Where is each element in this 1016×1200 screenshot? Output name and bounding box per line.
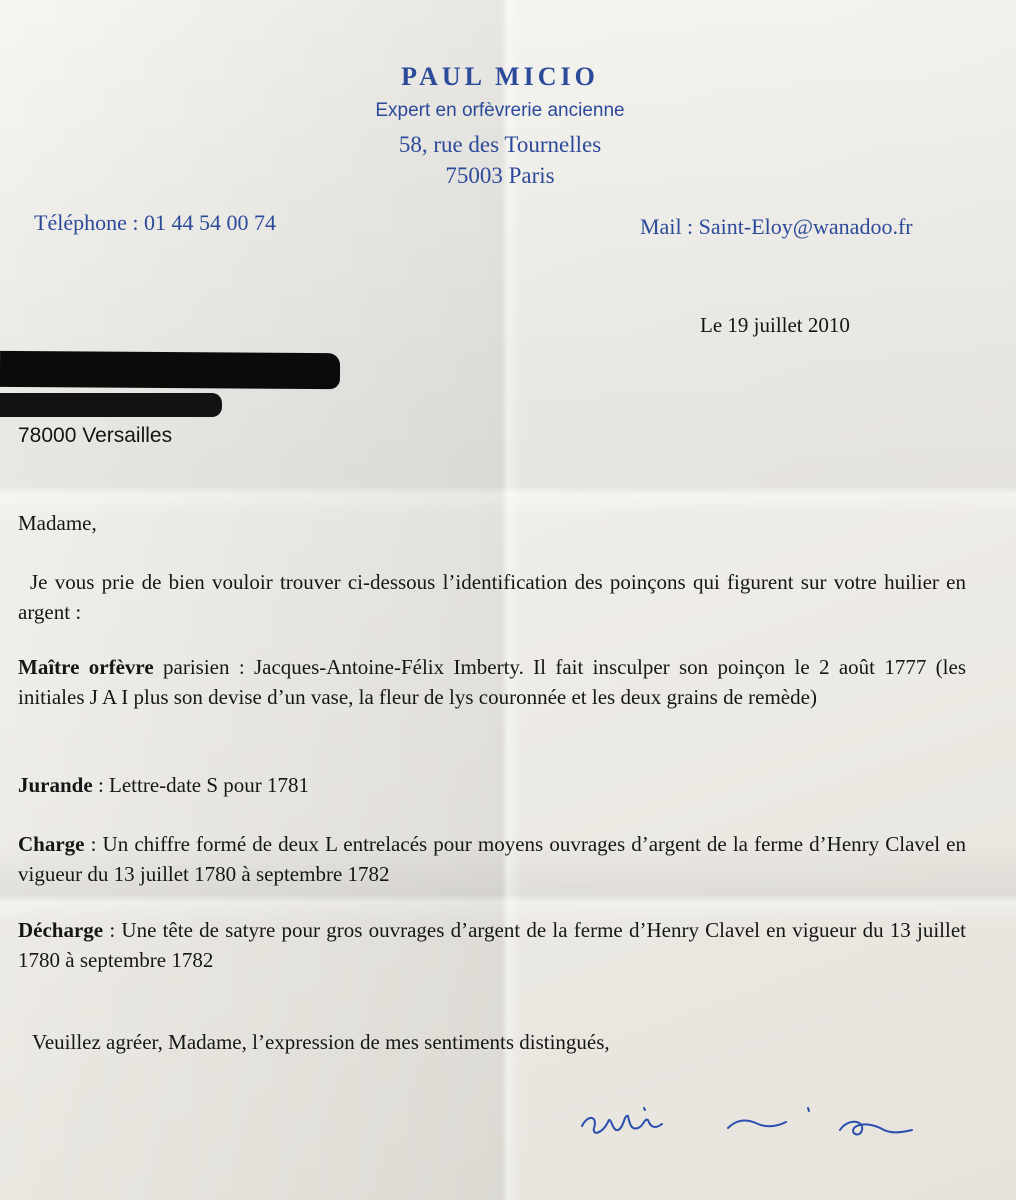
closing-formula: Veuillez agréer, Madame, l’expression de mes sentiments distingués, [32, 1030, 610, 1054]
letterhead-phone: Téléphone : 01 44 54 00 74 [34, 210, 276, 235]
letterhead-address: 58, rue des Tournelles [398, 132, 602, 157]
redaction-bar [0, 351, 340, 389]
paragraph-text: : Un chiffre formé de deux L entrelacés pour moyens ouvrages d’argent de la ferme d’Henry Clavel en vigueur du 13 juillet 1780 à septembre 1782 [18, 832, 966, 886]
paragraph-label: Décharge [18, 918, 104, 942]
letterhead-mail: Mail : Saint-Eloy@wanadoo.fr [640, 214, 913, 239]
handwritten-signature [578, 1100, 918, 1150]
paragraph-text: : Lettre-date S pour 1781 [92, 773, 310, 797]
paragraph-label: Jurande [18, 773, 93, 797]
redaction-bar [0, 393, 222, 417]
paragraph-text: parisien : Jacques-Antoine-Félix Imberty. Il fait insculper son poinçon le 2 août 1777 (les initiales J A I plus son devise d’un vase, la fleur de lys couronnée et les deux grains de remède) [18, 655, 966, 709]
letter-date: Le 19 juillet 2010 [700, 313, 850, 337]
letterhead-city: 75003 Paris [445, 163, 555, 188]
recipient-city: 78000 Versailles [18, 424, 173, 447]
paragraph-decharge [18, 915, 966, 975]
salutation: Madame, [18, 511, 97, 535]
paragraph-label: Maître orfèvre [18, 655, 154, 679]
letterhead-name: PAUL MICIO [401, 62, 599, 91]
intro-paragraph: Je vous prie de bien vouloir trouver ci-dessous l’identification des poinçons qui figurent sur votre huilier en argent : [18, 570, 966, 624]
paragraph-jurande [18, 770, 966, 800]
paragraph-label: Charge [18, 832, 85, 856]
paragraph-text: : Une tête de satyre pour gros ouvrages d’argent de la ferme d’Henry Clavel en vigueur du 13 juillet 1780 à septembre 1782 [18, 918, 966, 972]
paragraph-maitre-orfevre [18, 652, 966, 712]
letterhead-subtitle: Expert en orfèvrerie ancienne [375, 100, 625, 121]
paragraph-charge [18, 829, 966, 889]
